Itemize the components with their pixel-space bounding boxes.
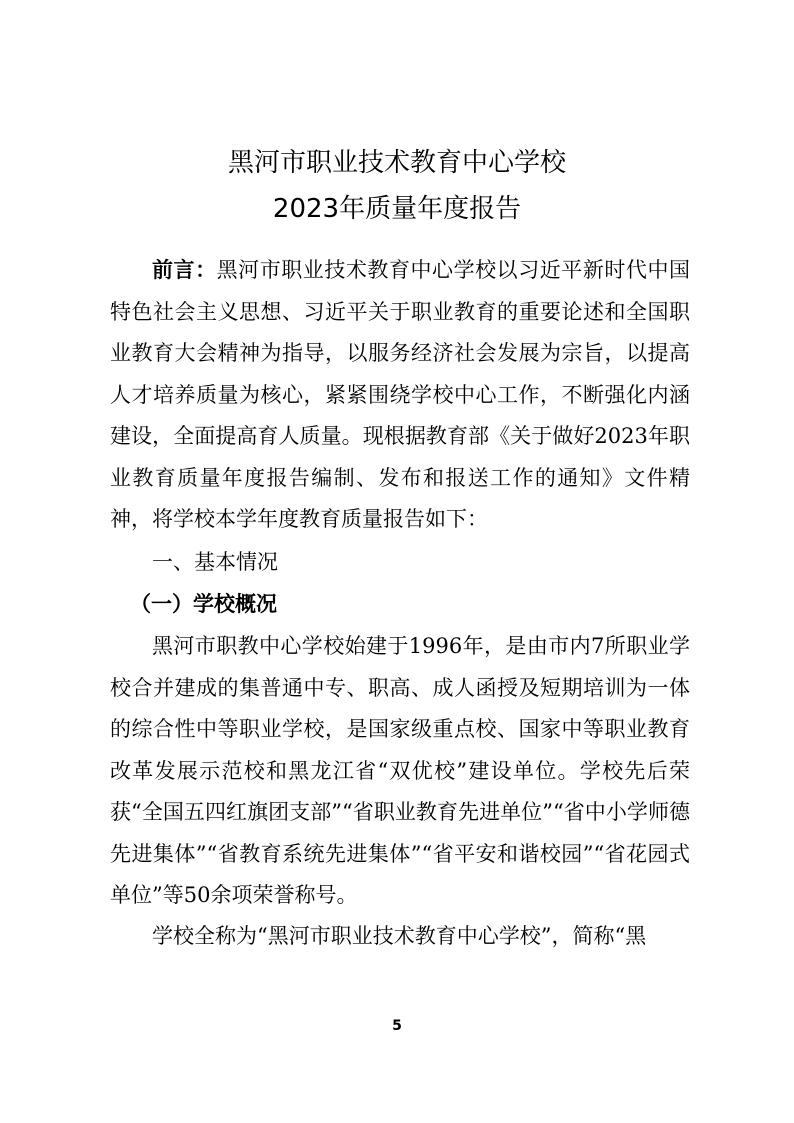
preface-label: 前言：: [152, 258, 217, 282]
preface-text: 黑河市职业技术教育中心学校以习近平新时代中国特色社会主义思想、习近平关于职业教育的重要论述和全国职业教育大会精神为指导，以服务经济社会发展为宗旨，以提高人才培养质量为核心，紧紧围绕学校中心工作，不断强化内涵建设，全面提高育人质量。现根据教育部《关于做好2023年职业教育质量年度报告编制、发布和报送工作的通知》文件精神，将学校本学年度教育质量报告如下：: [110, 258, 690, 531]
page-number: 5: [392, 1018, 402, 1034]
school-name-paragraph: 学校全称为“黑河市职业技术教育中心学校”，简称“黑: [152, 924, 647, 948]
section-heading-basic-info: 一、基本情况: [152, 550, 278, 574]
subsection-heading-school-overview: （一）学校概况: [130, 592, 277, 616]
preface-paragraph: [110, 250, 690, 541]
document-title: 黑河市职业技术教育中心学校: [227, 148, 566, 178]
school-overview-paragraph: 黑河市职教中心学校始建于1996年，是由市内7所职业学校合并建成的集普通中专、职高、成人函授及短期培训为一体的综合性中等职业学校，是国家级重点校、国家中等职业教育改革发展示范校和黑龙江省“双优校”建设单位。学校先后荣获“全国五四红旗团支部”“省职业教育先进单位”“省中小学师德先进集体”“省教育系统先进集体”“省平安和谐校园”“省花园式单位”等50余项荣誉称号。: [110, 634, 690, 907]
document-subtitle: 2023年质量年度报告: [272, 194, 522, 224]
